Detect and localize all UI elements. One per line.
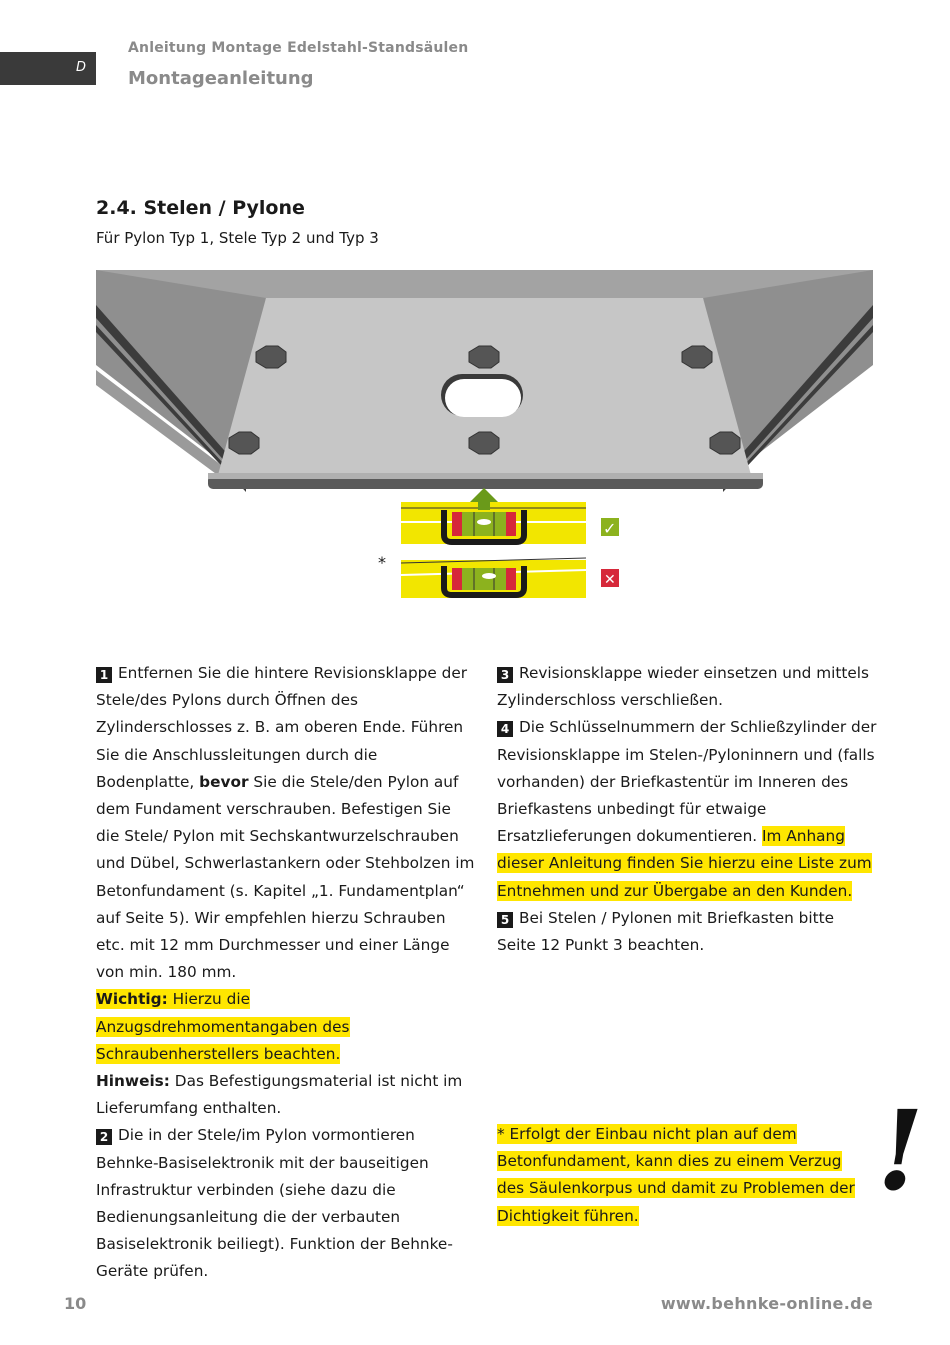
svg-text:✓: ✓ xyxy=(603,519,617,538)
website-url: www.behnke-online.de xyxy=(660,1294,873,1313)
right-text-column xyxy=(497,660,877,959)
hint-note: Hinweis: Das Befestigungsmaterial ist nicht im Lieferumfang enthalten. xyxy=(96,1072,463,1118)
spirit-level-bad xyxy=(401,558,586,598)
step-number-5: 5 xyxy=(497,912,513,928)
step-number-3: 3 xyxy=(497,667,513,683)
document-title: Montageanleitung xyxy=(128,68,314,89)
step-number-1: 1 xyxy=(96,667,112,683)
step-3: 3 Revisionsklappe wieder einsetzen und mittels Zylinderschloss verschließen. xyxy=(497,664,869,710)
page-number: 10 xyxy=(64,1294,87,1313)
left-text-column xyxy=(96,660,476,1286)
step-4-highlight: Im Anhang dieser Anleitung finden Sie hierzu eine Liste zum Entnehmen und zur Übergabe an den Kunden. xyxy=(497,827,872,900)
language-tab xyxy=(0,52,96,85)
language-label: D xyxy=(76,60,87,75)
step-5: 5 Bei Stelen / Pylonen mit Briefkasten bitte Seite 12 Punkt 3 beachten. xyxy=(497,908,835,955)
warning-note: * Erfolgt der Einbau nicht plan auf dem Betonfundament, kann dies zu einem Verzug des Säulenkorpus und damit zu Problemen der Dichtigkeit führen. xyxy=(497,1125,855,1225)
step-number-4: 4 xyxy=(497,721,513,737)
document-subtitle: Anleitung Montage Edelstahl-Standsäulen xyxy=(128,40,469,56)
step-2: 2 Die in der Stele/im Pylon vormontieren Behnke-Basiselektronik mit der bauseitigen Infrastruktur verbinden (siehe dazu die Bedienungsanleitung die der verbauten Basiselektronik beiliegt). Funktion der Behnke-Geräte prüfen. xyxy=(96,1126,453,1281)
exclamation-icon: ! xyxy=(864,1086,936,1215)
step-4: 4 Die Schlüsselnummern der Schließzylinder der Revisionsklappe im Stelen-/Pyloninnern und (falls vorhanden) der Briefkastentür im Inneren des Briefkastens unbedingt für etwaige Ersatzlieferungen dokumentieren. Im Anhang dieser Anleitung finden Sie hierzu eine Liste zum Entnehmen und zur Übergabe an den Kunden. xyxy=(497,718,877,900)
spirit-level-ok xyxy=(401,488,586,544)
step-1: 1 Entfernen Sie die hintere Revisionsklappe der Stele/des Pylons durch Öffnen des Zylinderschlosses z. B. am oberen Ende. Führen Sie die Anschlussleitungen durch die Bodenplatte, bevor Sie die Stele/den Pylon auf dem Fundament verschrauben. Befestigen Sie die Stele/ Pylon mit Sechskantwurzelschrauben und Dübel, Schwerlastankern oder Stehbolzen im Betonfundament (s. Kapitel „1. Fundamentplan“ auf Seite 5). Wir empfehlen hierzu Schrauben etc. mit 12 mm Durchmesser und einer Länge von min. 180 mm. xyxy=(96,664,475,982)
important-note: Wichtig: Hierzu die Anzugsdrehmomentangaben des Schraubenherstellers beachten. xyxy=(96,990,350,1063)
asterisk-label: * xyxy=(378,553,386,572)
base-plate-illustration xyxy=(96,270,873,605)
step-number-2: 2 xyxy=(96,1129,112,1145)
section-title: 2.4. Stelen / Pylone xyxy=(96,197,305,219)
section-subtitle: Für Pylon Typ 1, Stele Typ 2 und Typ 3 xyxy=(96,229,379,247)
svg-text:✕: ✕ xyxy=(604,572,616,588)
